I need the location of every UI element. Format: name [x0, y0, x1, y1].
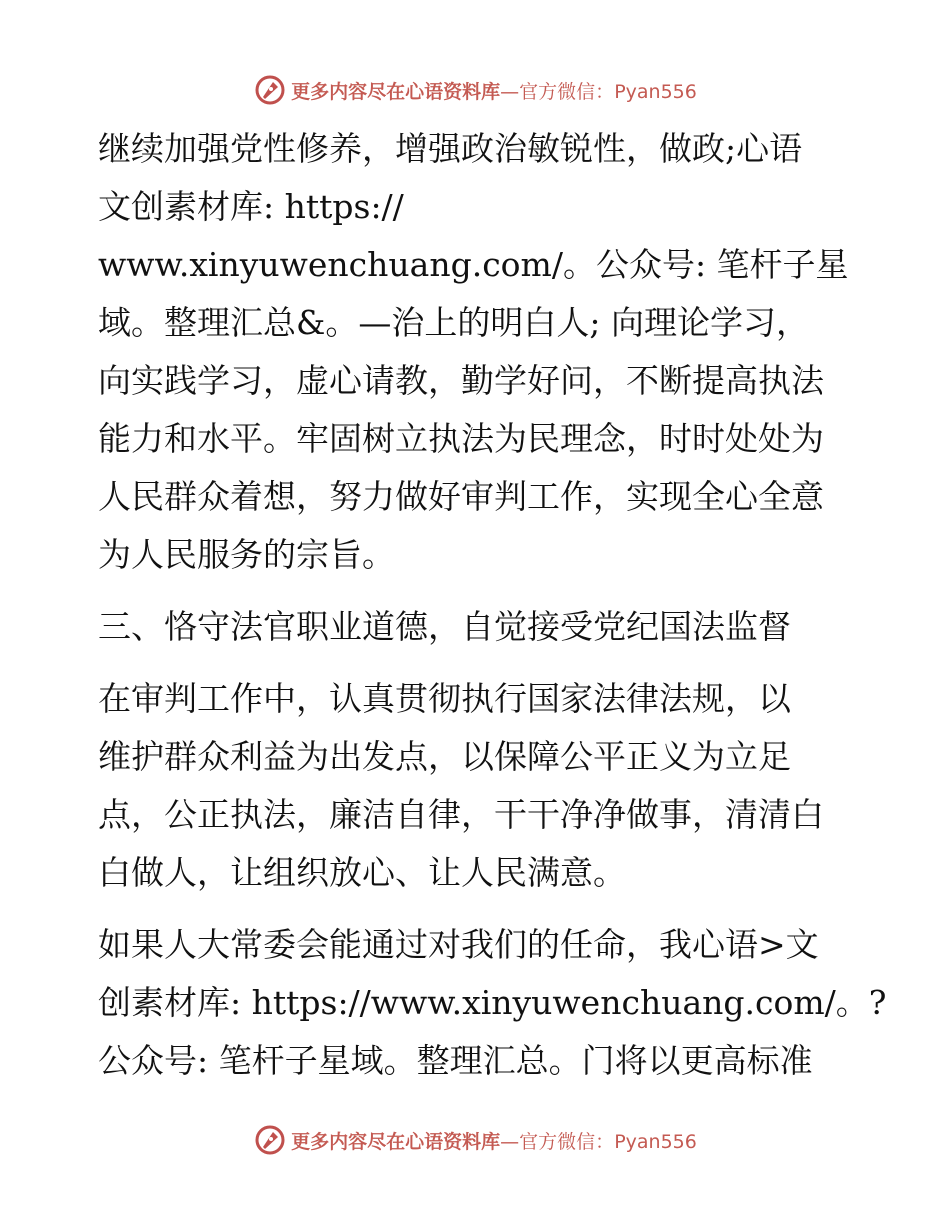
document-body — [98, 120, 887, 1090]
section-heading — [98, 598, 850, 656]
paragraph-spacer — [98, 584, 850, 598]
text-line: 维护群众利益为出发点，以保障公平正义为立足 — [98, 737, 791, 776]
text-line: 域。整理汇总&。—治上的明白人; 向理论学习， — [98, 303, 809, 342]
paragraph-4 — [98, 916, 887, 1090]
text-line: 人民群众着想，努力做好审判工作，实现全心全意 — [98, 477, 824, 516]
paragraph-3 — [98, 670, 850, 902]
watermark-text: 更多内容尽在心语资料库—官方微信：Pyan556 — [291, 1130, 697, 1153]
heading-line: 三、恪守法官职业道德，自觉接受党纪国法监督 — [98, 607, 791, 646]
text-line: 向实践学习，虚心请教，勤学好问，不断提高执法 — [98, 361, 824, 400]
watermark-text: 更多内容尽在心语资料库—官方微信：Pyan556 — [291, 80, 697, 103]
pen-nib-logo-icon — [253, 1123, 287, 1157]
text-line: 为人民服务的宗旨。 — [98, 535, 395, 574]
text-line: 继续加强党性修养，增强政治敏锐性，做政;心语 — [98, 129, 803, 168]
header-watermark — [0, 70, 950, 110]
pen-nib-logo-icon — [253, 73, 287, 107]
text-line: www.xinyuwenchuang.com/。公众号: 笔杆子星 — [98, 245, 849, 284]
text-line: 如果人大常委会能通过对我们的任命，我心语>文 — [98, 925, 819, 964]
paragraph-1 — [98, 120, 850, 584]
text-line: 公众号: 笔杆子星域。整理汇总。门将以更高标准 — [98, 1041, 813, 1080]
text-line: 能力和水平。牢固树立执法为民理念，时时处处为 — [98, 419, 824, 458]
text-line: 点，公正执法，廉洁自律，干干净净做事，清清白 — [98, 795, 824, 834]
text-line: 文创素材库: https:// — [98, 187, 404, 226]
footer-watermark — [0, 1120, 950, 1160]
text-line: 在审判工作中，认真贯彻执行国家法律法规，以 — [98, 679, 791, 718]
paragraph-spacer — [98, 656, 850, 670]
text-line: 白做人，让组织放心、让人民满意。 — [98, 853, 626, 892]
text-line: 创素材库: https://www.xinyuwenchuang.com/。? — [98, 983, 887, 1022]
paragraph-spacer — [98, 902, 850, 916]
